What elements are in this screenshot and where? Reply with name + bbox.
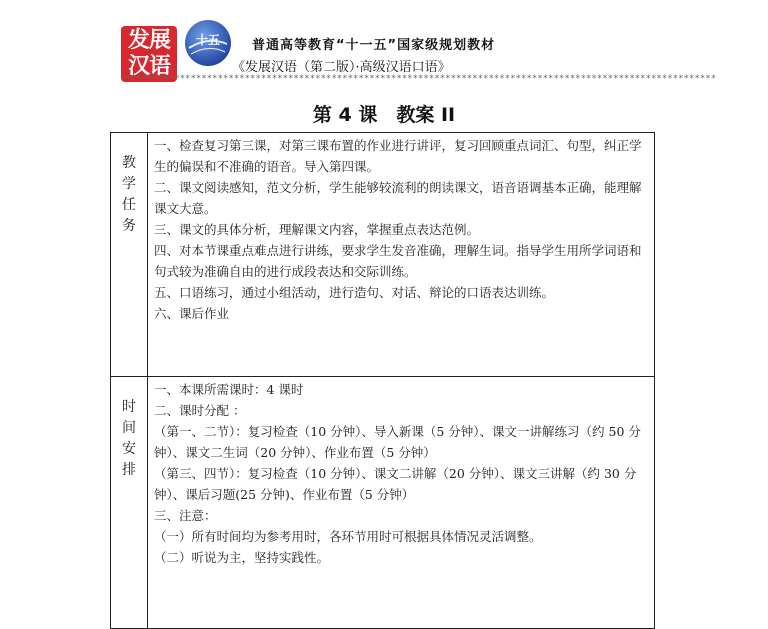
label-char: 安 bbox=[122, 441, 136, 457]
schedule-line: 三、注意： bbox=[154, 508, 217, 523]
label-char: 时 bbox=[122, 399, 136, 415]
label-char: 教 bbox=[122, 155, 136, 171]
label-char: 学 bbox=[122, 176, 136, 192]
schedule-line: 二、课时分配 ： bbox=[154, 403, 246, 418]
schedule-line: （一）所有时间均为参考用时，各环节用时可根据具体情况灵活调整。 bbox=[154, 529, 542, 544]
task-line: 六、课后作业 bbox=[154, 306, 230, 321]
label-char: 间 bbox=[122, 420, 136, 436]
task-line: 五、口语练习，通过小组活动，进行造句、对话、辩论的口语表达训练。 bbox=[154, 285, 555, 300]
schedule-line: （第一、二节）：复习检查（10 分钟）、导入新课（5 分钟）、课文一讲解练习（约 50 分钟）、课文二生词（20 分钟）、作业布置（5 分钟） bbox=[154, 424, 641, 460]
lesson-plan-table bbox=[110, 132, 655, 629]
task-line: 二、课文阅读感知，范文分析，学生能够较流利的朗读课文，语音语调基本正确，能理解课文大意。 bbox=[154, 180, 642, 216]
row-label-schedule bbox=[111, 377, 148, 629]
task-line: 三、课文的具体分析，理解课文内容，掌握重点表达范例。 bbox=[154, 222, 480, 237]
schedule-line: （第三、四节）：复习检查（10 分钟）、课文二讲解（20 分钟）、课文三讲解（约 30 分钟）、课后习题(25 分钟)、作业布置（5 分钟） bbox=[154, 466, 637, 502]
row-label-tasks bbox=[111, 133, 148, 377]
logo-line-2: 汉语 bbox=[127, 54, 170, 79]
logo-line-1: 发展 bbox=[127, 28, 170, 53]
lesson-title: 第 4 课 教案 II bbox=[312, 104, 456, 126]
table-row-tasks bbox=[111, 133, 655, 377]
schedule-content bbox=[148, 377, 655, 629]
label-char: 任 bbox=[122, 197, 136, 213]
task-line: 四、对本节课重点难点进行讲练，要求学生发音准确，理解生词。指导学生用所学词语和句式较为准确自由的进行成段表达和交际训练。 bbox=[154, 243, 642, 279]
book-title: 《发展汉语（第二版）·高级汉语口语》 bbox=[232, 60, 451, 75]
globe-emblem-icon bbox=[183, 18, 233, 68]
star-divider: ************************************************************************************************************** bbox=[120, 74, 717, 84]
schedule-line: 一、本课所需课时：4 课时 bbox=[154, 382, 304, 397]
label-char: 排 bbox=[122, 462, 136, 478]
tasks-content bbox=[148, 133, 655, 377]
task-line: 一、检查复习第三课，对第三课布置的作业进行讲评，复习回顾重点词汇、句型，纠正学生的偏误和不准确的语音。导入第四课。 bbox=[154, 138, 642, 174]
globe-mark-text: 十五 bbox=[195, 33, 221, 47]
schedule-line: （二）听说为主，坚持实践性。 bbox=[154, 550, 330, 565]
label-char: 务 bbox=[122, 218, 136, 234]
page-header bbox=[0, 0, 768, 100]
table-row-schedule bbox=[111, 377, 655, 629]
series-title: 普通高等教育“十一五”国家级规划教材 bbox=[252, 38, 496, 53]
